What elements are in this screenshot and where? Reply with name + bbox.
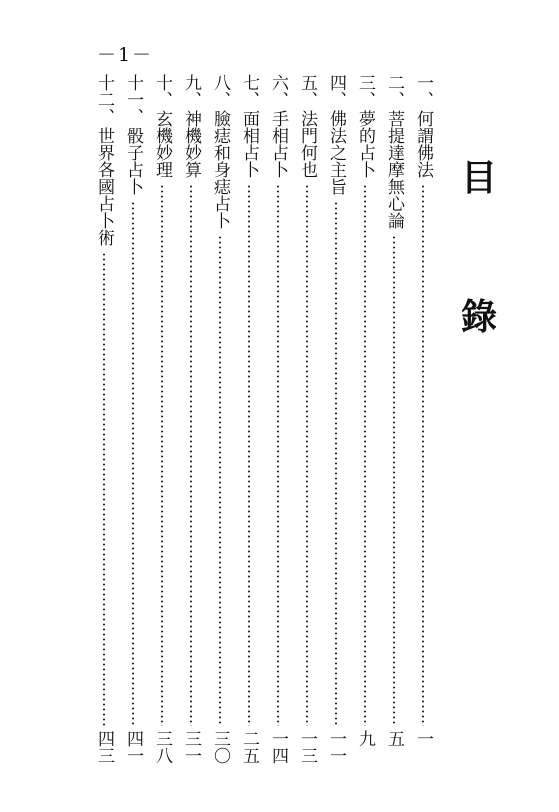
toc-entry-page: 一一 <box>326 730 346 764</box>
toc-entry-title: 手相占卜 <box>268 110 288 178</box>
toc-entry-page: 三一 <box>181 730 201 764</box>
toc-entry <box>120 74 146 774</box>
toc-entry-number: 九、 <box>181 74 201 108</box>
leader-dots <box>393 235 395 726</box>
toc-entry-number: 七、 <box>239 74 259 108</box>
toc-entry <box>149 74 175 774</box>
toc-title <box>454 150 504 340</box>
toc-entry-title: 夢的占卜 <box>355 110 375 178</box>
toc-entry-title: 法門何也 <box>297 110 317 178</box>
page-number: －1－ <box>96 44 154 66</box>
toc-entry-title: 何謂佛法 <box>413 110 433 178</box>
toc-entry-number: 一、 <box>413 74 433 108</box>
toc-entry-title: 世界各國占卜術 <box>94 127 114 246</box>
leader-dots <box>132 201 134 726</box>
toc-entry <box>236 74 262 774</box>
toc-entry-page: 四三 <box>94 730 114 764</box>
toc-entry-number: 二、 <box>384 74 404 108</box>
toc-title-char-2: 錄 <box>460 297 497 338</box>
leader-dots <box>422 184 424 726</box>
toc-entry <box>178 74 204 774</box>
toc-entry-number: 五、 <box>297 74 317 108</box>
leader-dots <box>219 235 221 726</box>
toc-entry-page: 二五 <box>239 730 259 764</box>
leader-dots <box>277 184 279 726</box>
toc-entry <box>323 74 349 774</box>
toc-entry-number: 十、 <box>152 74 172 108</box>
toc-entry <box>294 74 320 774</box>
leader-dots <box>248 184 250 726</box>
leader-dots <box>161 184 163 726</box>
toc-entry-page: 三〇 <box>210 730 230 764</box>
toc-entry-title: 菩提達摩無心論 <box>384 110 404 229</box>
toc-title-char-1: 目 <box>460 158 497 199</box>
toc-entry-page: 一 <box>413 730 433 747</box>
leader-dots <box>335 201 337 726</box>
leader-dots <box>364 184 366 726</box>
toc-entry <box>265 74 291 774</box>
toc-entry-page: 四一 <box>123 730 143 764</box>
toc-entry <box>91 74 117 774</box>
toc-entry-number: 八、 <box>210 74 230 108</box>
toc-entry-number: 十一、 <box>123 74 143 125</box>
toc-entry-title: 玄機妙理 <box>152 110 172 178</box>
toc-entry-number: 十二、 <box>94 74 114 125</box>
toc-entry <box>381 74 407 774</box>
toc-entry <box>207 74 233 774</box>
toc-entry-title: 骰子占卜 <box>123 127 143 195</box>
toc-entry-number: 六、 <box>268 74 288 108</box>
leader-dots <box>306 184 308 726</box>
toc-entry-number: 三、 <box>355 74 375 108</box>
toc-entry-title: 臉痣和身痣占卜 <box>210 110 230 229</box>
toc-entry-page: 九 <box>355 730 375 747</box>
toc-entry-number: 四、 <box>326 74 346 108</box>
leader-dots <box>190 184 192 726</box>
toc-entry-page: 五 <box>384 730 404 747</box>
toc-entry-title: 佛法之主旨 <box>326 110 346 195</box>
toc-entry-page: 一三 <box>297 730 317 764</box>
leader-dots <box>103 252 105 726</box>
toc-entry <box>410 74 436 774</box>
toc-entry-title: 面相占卜 <box>239 110 259 178</box>
toc-entry-title: 神機妙算 <box>181 110 201 178</box>
toc-entry-page: 一四 <box>268 730 288 764</box>
toc-entry <box>352 74 378 774</box>
toc-entry-page: 三八 <box>152 730 172 764</box>
